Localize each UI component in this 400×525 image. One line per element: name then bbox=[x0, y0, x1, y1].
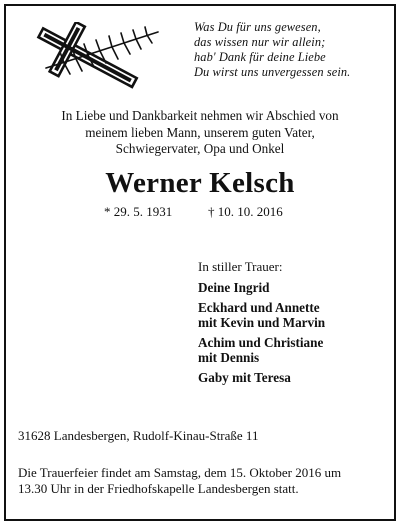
mourner-line: Eckhard und Annette bbox=[198, 299, 320, 315]
poem-line: hab' Dank für deine Liebe bbox=[194, 50, 326, 64]
ceremony-line: 13.30 Uhr in der Friedhofskapelle Landesbergen statt. bbox=[18, 481, 299, 496]
birth-date: * 29. 5. 1931 bbox=[104, 204, 173, 219]
death-date: † 10. 10. 2016 bbox=[208, 204, 283, 219]
farewell-text bbox=[20, 108, 380, 158]
mourner-entry bbox=[198, 335, 394, 366]
mourner-line: Gaby mit Teresa bbox=[198, 369, 291, 385]
mourning-lead: In stiller Trauer: bbox=[198, 259, 283, 274]
mourner-entry bbox=[198, 300, 394, 331]
deceased-name: Werner Kelsch bbox=[105, 167, 295, 199]
memorial-poem bbox=[194, 20, 390, 80]
mourner-entry bbox=[198, 280, 394, 296]
farewell-line: meinem lieben Mann, unserem guten Vater, bbox=[85, 124, 315, 140]
poem-line: Was Du für uns gewesen, bbox=[194, 20, 321, 34]
mourner-line: Achim und Christiane bbox=[198, 334, 324, 350]
mourner-line: mit Kevin und Marvin bbox=[198, 315, 326, 330]
ceremony-line: Die Trauerfeier findet am Samstag, dem 15. Oktober 2016 um bbox=[18, 465, 342, 480]
farewell-line: Schwiegervater, Opa und Onkel bbox=[115, 141, 285, 156]
mourner-line: mit Dennis bbox=[198, 350, 260, 365]
mourners-block bbox=[198, 259, 394, 389]
farewell-line: In Liebe und Dankbarkeit nehmen wir Abschied von bbox=[61, 108, 339, 123]
family-address: 31628 Landesbergen, Rudolf-Kinau-Straße 11 bbox=[18, 428, 259, 443]
funeral-service-info bbox=[18, 465, 390, 497]
poem-line: Du wirst uns unvergessen sein. bbox=[194, 65, 351, 79]
cross-with-palm-branch-icon bbox=[24, 22, 164, 92]
mourner-line: Deine Ingrid bbox=[198, 280, 270, 295]
poem-line: das wissen nur wir allein; bbox=[194, 35, 326, 49]
mourner-entry bbox=[198, 370, 394, 386]
